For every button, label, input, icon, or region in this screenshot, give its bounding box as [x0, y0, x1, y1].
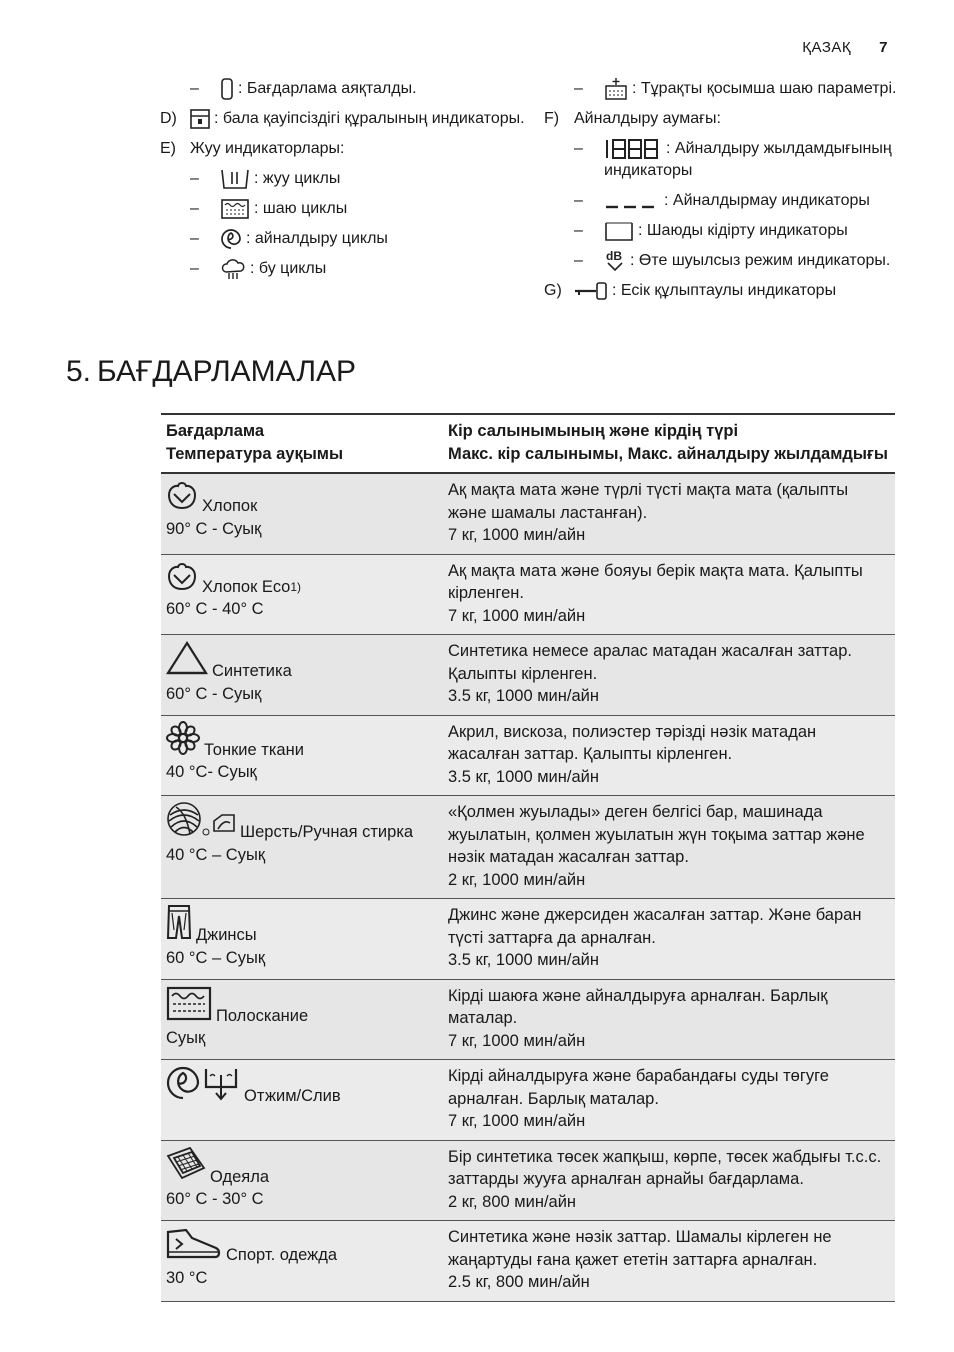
jeans-icon — [166, 904, 192, 947]
program-cell — [161, 1060, 443, 1141]
max-load: 2 кг, 1000 мин/айн — [448, 870, 586, 889]
rinse-cycle-icon — [220, 198, 250, 220]
table-row — [161, 1140, 895, 1221]
program-end-icon — [220, 78, 234, 100]
language-label: ҚАЗАҚ — [802, 39, 852, 56]
door-lock-item: G) : Есік құлыптаулы индикаторы — [544, 276, 924, 306]
temperature-range: 40 °C- Суық — [166, 763, 257, 781]
door-lock-icon — [574, 280, 608, 302]
table-row — [161, 635, 895, 716]
load-cell — [443, 796, 895, 899]
indicator-list-right — [544, 74, 924, 306]
load-description: Акрил, вискоза, полиэстер тәрізді нәзік матадан жасалған заттар. Қалыпты кірленген. — [448, 722, 817, 763]
steam-cycle-item: – : бу циклы — [160, 254, 550, 284]
page-number: 7 — [879, 39, 888, 56]
temperature-range: 60° C - 40° C — [166, 600, 264, 618]
program-cell — [161, 979, 443, 1060]
max-load: 7 кг, 1000 мин/айн — [448, 1031, 586, 1050]
rinse-hold-item: – : Шаюды кідірту индикаторы — [544, 216, 924, 246]
cotton-icon — [166, 479, 198, 518]
temperature-range: 30 °C — [166, 1268, 208, 1287]
program-cell — [161, 554, 443, 635]
temperature-range: 60° C - Суық — [166, 684, 262, 703]
footnote-marker: 1) — [290, 579, 302, 594]
child-lock-item: D) : бала қауіпсіздігі құралының индикаторы. — [160, 110, 525, 127]
temperature-range: Суық — [166, 1029, 206, 1047]
delicates-icon — [166, 721, 200, 762]
rinse-icon — [166, 985, 212, 1028]
load-cell — [443, 715, 895, 796]
temperature-range: 60 °C – Суық — [166, 948, 266, 967]
program-name-line — [166, 985, 438, 1028]
program-name: Хлопок — [202, 497, 258, 515]
table-row — [161, 473, 895, 554]
load-description: Ақ мақта мата және түрлі түсті мақта мата (қалыпты және шамалы ластанған). — [448, 481, 849, 522]
page-header — [802, 39, 888, 56]
temperature-range: 90° C - Суық — [166, 519, 262, 538]
max-load: 2.5 кг, 800 мин/айн — [448, 1273, 590, 1291]
duvet-icon — [166, 1146, 206, 1189]
rinse-cycle-item: – : шаю циклы — [160, 194, 550, 224]
programs-table — [161, 413, 895, 1302]
no-spin-icon — [604, 190, 660, 212]
program-name-line — [166, 904, 438, 947]
load-cell — [443, 473, 895, 554]
table-row — [161, 554, 895, 635]
table-header-row — [161, 414, 895, 473]
load-description: Синтетика немесе аралас матадан жасалған заттар. Қалыпты кірленген. — [448, 642, 852, 683]
max-load: 7 кг, 1000 мин/айн — [448, 606, 586, 625]
section-title: 5. БАҒДАРЛАМАЛАР — [66, 355, 357, 388]
load-description: Джинс және джерсиден жасалған заттар. Және баран түсті заттарға да арналған. — [448, 906, 862, 947]
load-description: Синтетика және нәзік заттар. Шамалы кірлеген не жаңартуды ғана қажет ететін заттарға арналған. — [448, 1228, 832, 1269]
table-row — [161, 979, 895, 1060]
program-name: Отжим/Слив — [244, 1087, 341, 1105]
program-cell — [161, 473, 443, 554]
svg-text:dB: dB — [606, 249, 622, 263]
cotton-eco-icon — [166, 560, 198, 599]
spin-drain-icon — [166, 1065, 240, 1108]
silent-mode-item: – dB : Өте шуылсыз режим индикаторы. — [544, 246, 924, 276]
load-cell — [443, 635, 895, 716]
load-cell — [443, 1221, 895, 1302]
rinse-hold-icon — [604, 220, 634, 242]
spin-cycle-icon — [220, 228, 242, 250]
max-load: 7 кг, 1000 мин/айн — [448, 526, 586, 544]
wool-icon — [166, 801, 236, 844]
table-row — [161, 1221, 895, 1302]
wash-cycle-item: – : жуу циклы — [160, 164, 550, 194]
program-name: Тонкие ткани — [204, 740, 304, 759]
program-name: Полоскание — [216, 1006, 309, 1025]
header-program: Бағдарлама Температура ауқымы — [161, 414, 443, 473]
program-name-line — [166, 479, 438, 518]
load-description: Ақ мақта мата және бояуы берік мақта мата. Қалыпты кірленген. — [448, 561, 863, 602]
load-description: Кірді айналдыруға және барабандағы суды төгуге арналған. Барлық маталар. — [448, 1067, 829, 1108]
table-row — [161, 715, 895, 796]
load-cell — [443, 1060, 895, 1141]
program-cell — [161, 1221, 443, 1302]
wash-cycle-icon — [220, 168, 250, 190]
load-description: Бір синтетика төсек жапқыш, көрпе, төсек жабдығы т.с.с. заттарды жууға арналған арнайы бағдарлама. — [448, 1147, 882, 1188]
spin-speed-item: – : Айналдыру жылдамдығының индикаторы — [574, 140, 892, 180]
program-name: Одеяла — [210, 1167, 270, 1186]
program-name: Спорт. одежда — [226, 1246, 338, 1264]
no-spin-item: – : Айналдырмау индикаторы — [544, 186, 924, 216]
program-name-line — [166, 801, 438, 844]
max-load: 7 кг, 1000 мин/айн — [448, 1112, 586, 1130]
temperature-range: 60° C - 30° C — [166, 1190, 264, 1208]
load-cell — [443, 979, 895, 1060]
silent-mode-icon — [604, 249, 626, 273]
table-row — [161, 1060, 895, 1141]
load-cell — [443, 1140, 895, 1221]
load-description: «Қолмен жуылады» деген белгісі бар, машинада жуылатын, қолмен жуылатын жүн тоқыма заттар және нәзік матадан жасалған заттар. — [448, 803, 865, 866]
steam-cycle-icon — [220, 258, 246, 280]
max-load: 3.5 кг, 1000 мин/айн — [448, 951, 599, 969]
table-row — [161, 899, 895, 980]
max-load: 3.5 кг, 1000 мин/айн — [448, 767, 599, 786]
spin-cycle-item: – : айналдыру циклы — [160, 224, 550, 254]
program-cell — [161, 1140, 443, 1221]
wash-indicators-item: E) Жуу индикаторлары: — [160, 140, 345, 157]
extra-rinse-item: – : Тұрақты қосымша шаю параметрі. — [544, 74, 924, 104]
extra-rinse-icon — [604, 78, 628, 100]
program-cell — [161, 899, 443, 980]
program-name-line — [166, 721, 438, 762]
program-cell — [161, 715, 443, 796]
sport-icon — [166, 1226, 222, 1267]
table-row — [161, 796, 895, 899]
child-lock-icon — [190, 109, 210, 129]
program-name-line — [166, 1065, 438, 1108]
temperature-range: 40 °C – Суық — [166, 845, 266, 864]
program-name-line — [166, 1146, 438, 1189]
load-cell — [443, 554, 895, 635]
program-name-line — [166, 640, 438, 683]
load-cell — [443, 899, 895, 980]
load-description: Кірді шаюға және айналдыруға арналған. Барлық маталар. — [448, 986, 828, 1027]
program-cell — [161, 635, 443, 716]
program-end-item: – : Бағдарлама аяқталды. — [160, 74, 550, 104]
indicator-list-left — [160, 74, 550, 284]
program-cell — [161, 796, 443, 899]
program-name-line — [166, 1226, 438, 1267]
program-name: Шерсть/Ручная стирка — [240, 823, 414, 841]
max-load: 2 кг, 800 мин/айн — [448, 1192, 577, 1211]
program-name: Джинсы — [196, 926, 257, 944]
spin-speed-display-icon — [604, 138, 662, 160]
program-name: Хлопок Eco — [202, 577, 291, 596]
max-load: 3.5 кг, 1000 мин/айн — [448, 687, 599, 705]
synthetics-icon — [166, 640, 208, 683]
spin-area-item: F) Айналдыру аумағы: — [544, 110, 721, 127]
program-name-line — [166, 560, 438, 599]
program-name: Синтетика — [212, 662, 292, 680]
header-load: Кір салынымының және кірдің түрі Макс. кір салынымы, Макс. айналдыру жылдамдығы — [443, 414, 895, 473]
